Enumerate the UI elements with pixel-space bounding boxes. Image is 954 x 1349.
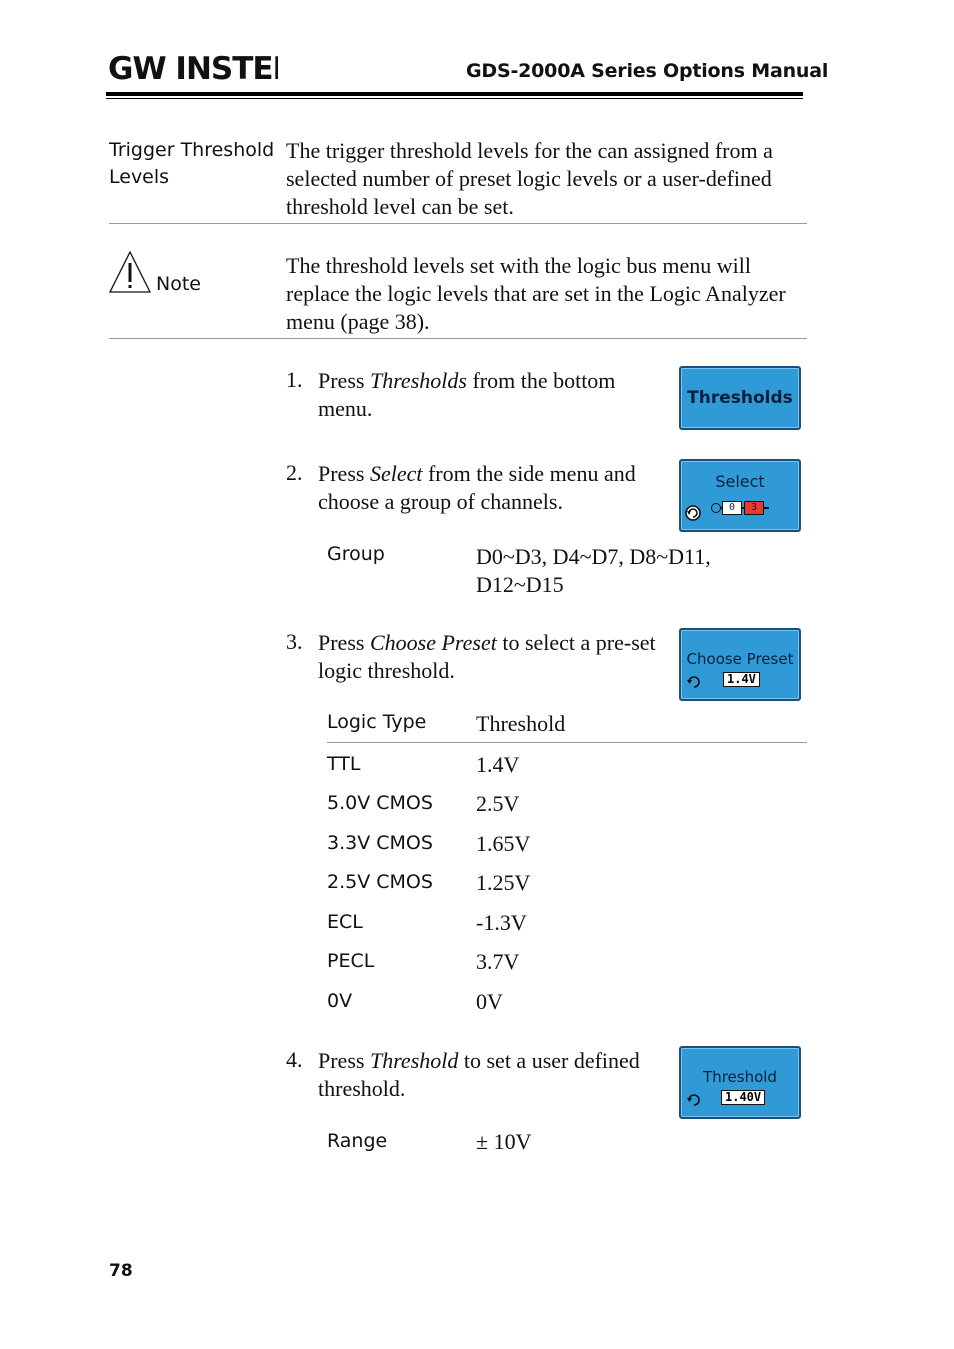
step-text: Press Choose Preset to select a pre-set logic threshold. [318, 630, 656, 683]
choose-preset-softkey[interactable] [679, 628, 801, 701]
group-high-value: 3 [744, 501, 764, 515]
thresholds-softkey[interactable] [679, 366, 801, 430]
threshold-value: 1.40V [721, 1090, 765, 1105]
range-value: ± 10V [476, 1129, 532, 1154]
divider [109, 223, 807, 224]
divider [109, 338, 807, 339]
step-number: 2. [286, 460, 303, 485]
table-cell-logic-type: 2.5V CMOS [327, 871, 433, 893]
group-low-value: 0 [722, 501, 742, 515]
table-cell-logic-type: ECL [327, 911, 363, 933]
svg-text:GW INSTEK: GW INSTEK [108, 51, 278, 86]
table-cell-threshold: -1.3V [476, 910, 527, 935]
group-label: Group [327, 543, 385, 565]
select-softkey[interactable] [679, 459, 801, 532]
table-cell-logic-type: 5.0V CMOS [327, 792, 433, 814]
table-header-logic-type: Logic Type [327, 711, 427, 733]
manual-title: GDS-2000A Series Options Manual [466, 60, 829, 82]
softkey-title: Select [715, 472, 765, 491]
table-cell-threshold: 1.25V [476, 870, 531, 895]
table-cell-logic-type: 3.3V CMOS [327, 832, 433, 854]
menu-term: Threshold [369, 1048, 459, 1073]
table-header-threshold: Threshold [476, 711, 566, 736]
header-rule [106, 92, 803, 96]
softkey-title: Thresholds [687, 388, 793, 408]
softkey-title: Choose Preset [686, 650, 794, 668]
rotate-knob-icon [684, 504, 702, 522]
channel-range-indicator [711, 501, 769, 515]
trigger-threshold-label: Trigger Threshold Levels [109, 139, 275, 188]
table-cell-logic-type: 0V [327, 990, 353, 1012]
trigger-threshold-description: The trigger threshold levels for the can assigned from a selected number of preset logic levels or a user-defined threshold level can be set. [286, 138, 773, 219]
preset-value: 1.4V [723, 672, 760, 687]
note-label: Note [156, 273, 201, 295]
menu-term: Select [369, 461, 423, 486]
threshold-softkey[interactable] [679, 1046, 801, 1119]
step-text: Press Thresholds from the bottom menu. [318, 368, 616, 421]
group-value: D0~D3, D4~D7, D8~D11, D12~D15 [476, 544, 711, 597]
step-text: Press Select from the side menu and choose a group of channels. [318, 461, 636, 514]
table-cell-logic-type: PECL [327, 950, 375, 972]
table-cell-logic-type: TTL [327, 753, 361, 775]
table-cell-threshold: 1.65V [476, 831, 531, 856]
brand-logo [108, 50, 278, 86]
rotate-knob-icon [685, 673, 703, 691]
table-divider [327, 742, 807, 743]
table-cell-threshold: 3.7V [476, 949, 520, 974]
range-label: Range [327, 1130, 388, 1152]
step-number: 1. [286, 367, 303, 392]
table-cell-threshold: 0V [476, 989, 503, 1014]
menu-term: Choose Preset [369, 630, 497, 655]
step-text: Press Threshold to set a user defined threshold. [318, 1048, 640, 1101]
note-text: The threshold levels set with the logic bus menu will replace the logic levels that are set in the Logic Analyzer menu (page 38). [286, 253, 786, 334]
header-rule-thin [106, 98, 803, 99]
rotate-knob-icon [685, 1091, 703, 1109]
table-cell-threshold: 1.4V [476, 752, 520, 777]
softkey-title: Threshold [703, 1068, 777, 1086]
warning-icon [108, 250, 152, 294]
step-number: 3. [286, 629, 303, 654]
step-number: 4. [286, 1047, 303, 1072]
table-cell-threshold: 2.5V [476, 791, 520, 816]
page-number: 78 [109, 1261, 133, 1281]
menu-term: Thresholds [369, 368, 467, 393]
